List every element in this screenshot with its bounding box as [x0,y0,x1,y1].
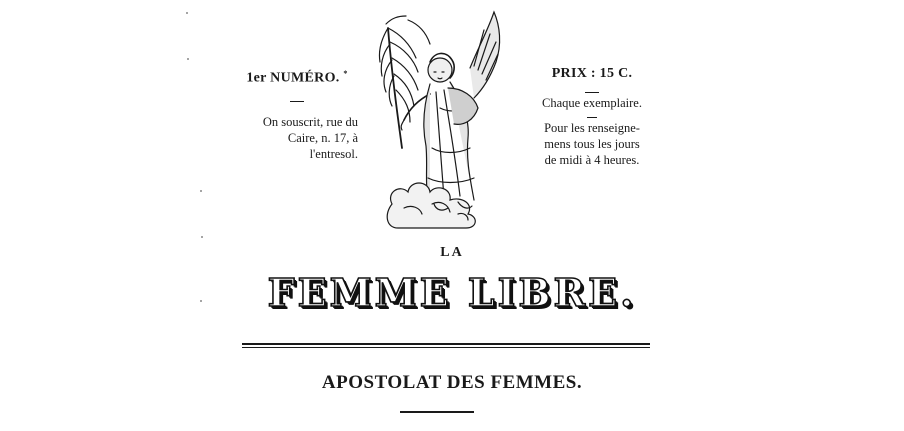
info-line: Pour les renseigne- [544,121,640,135]
scan-speck [200,190,202,192]
newspaper-title: FEMME LIBRE. [267,270,637,315]
subscription-column [236,66,358,162]
column-divider [290,101,304,102]
column-divider [587,117,597,118]
scan-speck [186,12,188,14]
subscription-line: l'entresol. [309,146,358,161]
column-divider [585,92,599,93]
issue-mark: * [343,69,348,78]
price-note: Chaque exemplaire. [542,96,642,110]
subscription-line: Caire, n. 17, à [287,130,358,145]
subscription-address [236,114,358,162]
newspaper-subtitle: APOSTOLAT DES FEMMES. [321,372,583,393]
angel-with-palm-icon [378,8,516,230]
scan-speck [201,236,203,238]
title-rule [242,343,650,345]
issue-number-text: 1er NUMÉRO. [246,70,340,86]
issue-number [236,66,358,87]
price-column [530,66,654,168]
subtitle-rule [400,411,474,413]
subscription-line: On souscrit, rue du [262,114,358,129]
scan-speck [187,58,189,60]
price-label: PRIX : 15 C. [551,66,633,81]
title-article: LA [440,245,464,260]
info-line: mens tous les jours [544,137,640,151]
info-line: de midi à 4 heures. [544,153,640,167]
